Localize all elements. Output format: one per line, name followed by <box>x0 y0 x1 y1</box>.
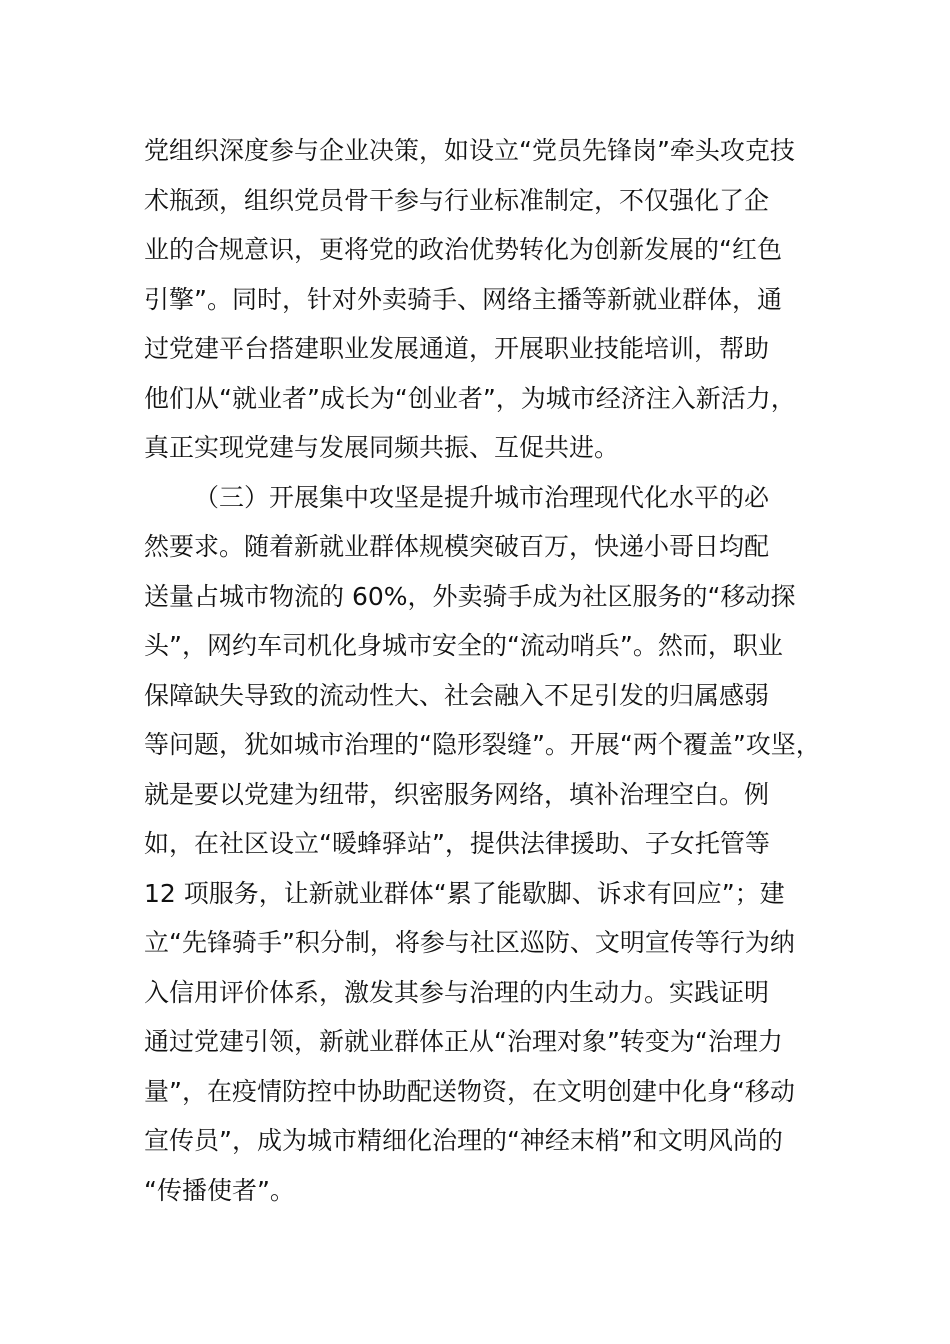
text-line: 然要求。随着新就业群体规模突破百万，快递小哥日均配 <box>144 532 770 561</box>
text-line: 过党建平台搭建职业发展通道，开展职业技能培训，帮助 <box>144 334 770 363</box>
text-line: 头”，网约车司机化身城市安全的“流动哨兵”。然而，职业 <box>144 631 783 660</box>
section-heading-line: （三）开展集中攻坚是提升城市治理现代化水平的必 <box>194 482 770 512</box>
text-line: 党组织深度参与企业决策，如设立“党员先锋岗”牵头攻克技 <box>144 136 795 165</box>
text-line: 保障缺失导致的流动性大、社会融入不足引发的归属感弱 <box>144 680 770 710</box>
text-line: 宣传员”，成为城市精细化治理的“神经末梢”和文明风尚的 <box>144 1126 783 1155</box>
text-line: 量”，在疫情防控中协助配送物资，在文明创建中化身“移动 <box>144 1076 795 1106</box>
body-text <box>144 126 844 1215</box>
text-line: 入信用评价体系，激发其参与治理的内生动力。实践证明 <box>144 977 770 1007</box>
text-line: 术瓶颈，组织党员骨干参与行业标准制定，不仅强化了企 <box>144 185 770 215</box>
text-line: 引擎”。同时，针对外卖骑手、网络主播等新就业群体，通 <box>144 284 782 314</box>
text-line: 他们从“就业者”成长为“创业者”，为城市经济注入新活力， <box>144 383 796 413</box>
text-line: 业的合规意识，更将党的政治优势转化为创新发展的“红色 <box>144 235 782 264</box>
text-line: 如，在社区设立“暖蜂驿站”，提供法律援助、子女托管等 <box>144 829 770 858</box>
text-line: 等问题，犹如城市治理的“隐形裂缝”。开展“两个覆盖”攻坚， <box>144 730 821 759</box>
text-line: 12 项服务，让新就业群体“累了能歇脚、诉求有回应”；建 <box>144 878 785 908</box>
text-line: “传播使者”。 <box>144 1175 295 1205</box>
text-line: 送量占城市物流的 60%，外卖骑手成为社区服务的“移动探 <box>144 581 796 611</box>
text-line: 立“先锋骑手”积分制，将参与社区巡防、文明宣传等行为纳 <box>144 928 795 957</box>
text-line: 真正实现党建与发展同频共振、互促共进。 <box>144 433 620 462</box>
text-line: 通过党建引领，新就业群体正从“治理对象”转变为“治理力 <box>144 1027 783 1056</box>
text-line: 就是要以党建为纽带，织密服务网络，填补治理空白。例 <box>144 779 770 809</box>
